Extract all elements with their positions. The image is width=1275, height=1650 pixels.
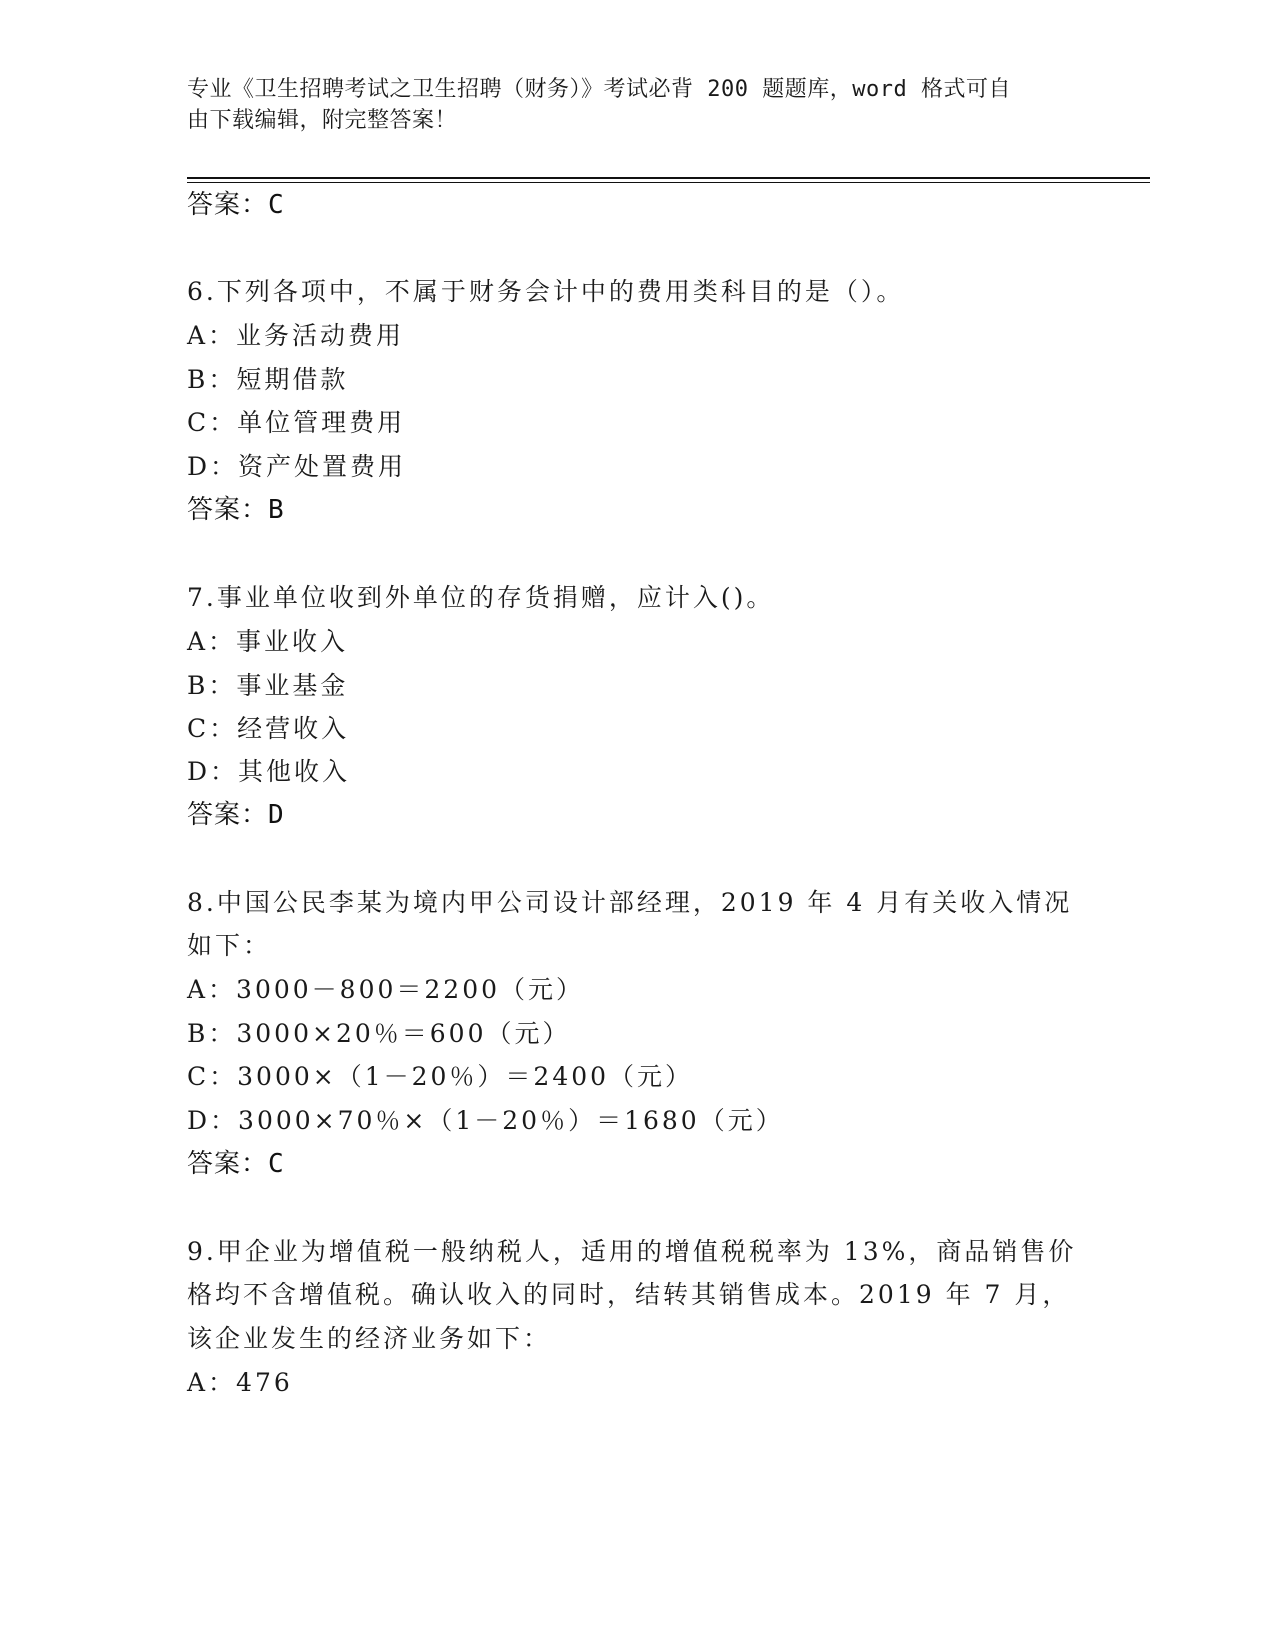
question-9-stem-line-3: 该企业发生的经济业务如下： [187, 1324, 552, 1353]
question-9-stem-line-2: 格均不含增值税。确认收入的同时，结转其销售成本。2019 年 7 月， [187, 1280, 1071, 1309]
question-7-option-b: B：事业基金 [187, 671, 349, 700]
question-6-option-d: D：资产处置费用 [187, 452, 407, 481]
question-8-option-c: C：3000×（1－20％）＝2400（元） [187, 1062, 694, 1091]
question-8-option-d: D：3000×70％×（1－20％）＝1680（元） [187, 1106, 784, 1135]
question-9-stem-line-1: 9.甲企业为增值税一般纳税人，适用的增值税税率为 13%，商品销售价 [187, 1237, 1077, 1266]
question-7-answer: 答案：D [187, 800, 285, 830]
question-6-option-c: C：单位管理费用 [187, 408, 406, 437]
question-7-option-d: D：其他收入 [187, 757, 351, 786]
question-6-stem: 6.下列各项中，不属于财务会计中的费用类科目的是（）。 [187, 277, 905, 306]
question-6-answer: 答案：B [187, 495, 285, 525]
question-8-stem-line-2: 如下： [187, 931, 272, 960]
question-7-option-c: C：经营收入 [187, 714, 350, 743]
header-line-1: 专业《卫生招聘考试之卫生招聘（财务）》考试必背 200 题题库，word 格式可自 [187, 77, 1011, 102]
question-8-answer: 答案：C [187, 1149, 285, 1179]
question-7-stem: 7.事业单位收到外单位的存货捐赠，应计入()。 [187, 583, 775, 612]
question-6-option-a: A：业务活动费用 [187, 321, 405, 350]
question-8-option-b: B：3000×20％＝600（元） [187, 1019, 571, 1048]
question-7-option-a: A：事业收入 [187, 627, 349, 656]
document-header [187, 74, 1067, 136]
header-rule-thick [187, 177, 1150, 179]
question-8-option-a: A：3000－800＝2200（元） [187, 975, 585, 1004]
previous-answer: 答案：C [187, 190, 285, 220]
header-rule-thin [187, 182, 1150, 183]
question-8-stem-line-1: 8.中国公民李某为境内甲公司设计部经理，2019 年 4 月有关收入情况 [187, 888, 1073, 917]
question-6-option-b: B：短期借款 [187, 365, 349, 394]
question-9-option-a: A：476 [187, 1368, 293, 1397]
header-line-2: 由下载编辑，附完整答案！ [187, 108, 458, 133]
